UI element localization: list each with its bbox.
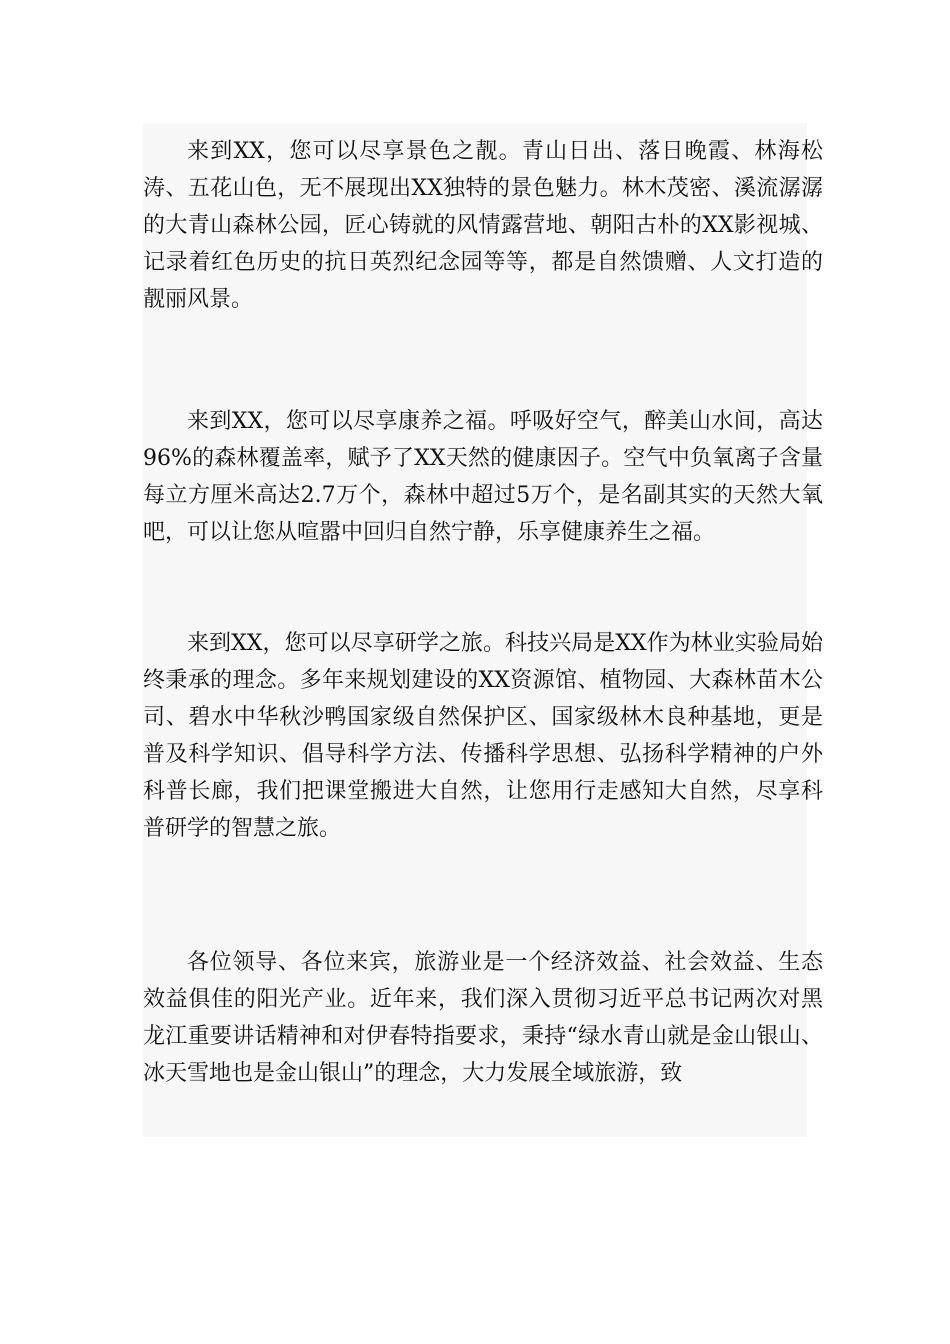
paragraph-study-tour: 来到XX，您可以尽享研学之旅。科技兴局是XX作为林业实验局始终秉承的理念。多年来规划建设的XX资源馆、植物园、大森林苗木公司、碧水中华秋沙鸭国家级自然保护区、国家级林木良种基地，更是普及科学知识、倡导科学方法、传播科学思想、弘扬科学精神的户外科普长廊，我们把课堂搬进大自然，让您用行走感知大自然，尽享科普研学的智慧之旅。 [143, 631, 823, 841]
paragraph-wellness: 来到XX，您可以尽享康养之福。呼吸好空气，醉美山水间，高达96%的森林覆盖率，赋予了XX天然的健康因子。空气中负氧离子含量每立方厘米高达2.7万个，森林中超过5万个，是名副其实的天然大氧吧，可以让您从喧嚣中回归自然宁静，乐享健康养生之福。 [143, 409, 823, 545]
paragraph-tourism-industry: 各位领导、各位来宾，旅游业是一个经济效益、社会效益、生态效益俱佳的阳光产业。近年来，我们深入贯彻习近平总书记两次对黑龙江重要讲话精神和对伊春特指要求，秉持“绿水青山就是金山银山、冰天雪地也是金山银山”的理念，大力发展全域旅游，致 [143, 950, 823, 1086]
paragraph-scenery: 来到XX，您可以尽享景色之靓。青山日出、落日晚霞、林海松涛、五花山色，无不展现出XX独特的景色魅力。林木茂密、溪流潺潺的大青山森林公园，匠心铸就的风情露营地、朝阳古朴的XX影视城、记录着红色历史的抗日英烈纪念园等等，都是自然馈赠、人文打造的靓丽风景。 [143, 139, 823, 312]
